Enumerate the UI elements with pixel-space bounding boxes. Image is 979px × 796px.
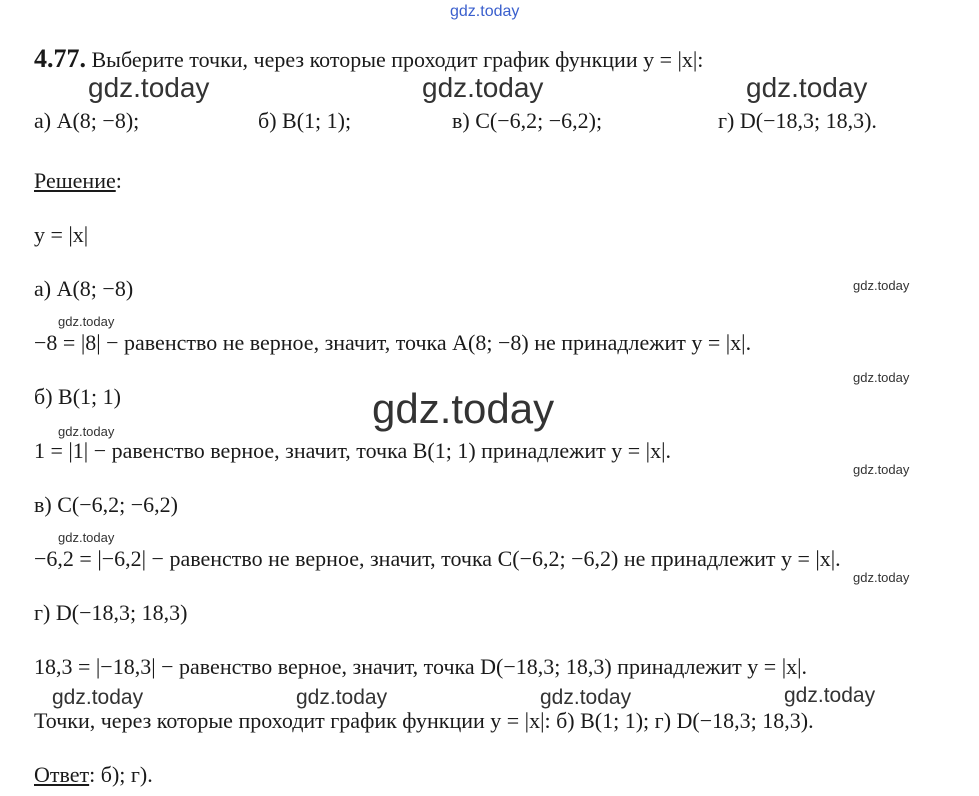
- watermark: gdz.today: [296, 686, 388, 709]
- item-b-check: 1 = |1| − равенство верное, значит, точка B(1; 1) принадлежит y = |x|.: [34, 438, 671, 463]
- item-a-label: а) A(8; −8): [34, 276, 134, 301]
- option-c: в) C(−6,2; −6,2);: [452, 108, 603, 133]
- item-c-label: в) C(−6,2; −6,2): [34, 492, 178, 517]
- function-formula: y = |x|: [34, 222, 89, 247]
- watermark: gdz.today: [88, 72, 210, 103]
- watermark: gdz.today: [540, 686, 632, 709]
- problem-number: 4.77.: [34, 44, 86, 73]
- watermark-small: gdz.today: [58, 530, 115, 545]
- watermark: gdz.today: [784, 684, 876, 707]
- option-d: г) D(−18,3; 18,3).: [718, 108, 877, 133]
- solution-heading-label: Решение: [34, 168, 116, 193]
- item-d-label: г) D(−18,3; 18,3): [34, 600, 188, 625]
- item-a-check: −8 = |8| − равенство не верное, значит, точка A(8; −8) не принадлежит y = |x|.: [34, 330, 752, 355]
- solution-heading: [34, 168, 122, 194]
- watermark: gdz.today: [746, 72, 868, 103]
- item-d-check: 18,3 = |−18,3| − равенство верное, значит, точка D(−18,3; 18,3) принадлежит y = |x|.: [34, 654, 808, 679]
- watermark-small: gdz.today: [853, 570, 910, 585]
- watermark-small: gdz.today: [853, 278, 910, 293]
- item-c-check: −6,2 = |−6,2| − равенство не верное, значит, точка C(−6,2; −6,2) не принадлежит y = |x|.: [34, 546, 841, 571]
- item-b-label: б) B(1; 1): [34, 384, 121, 409]
- answer-label: Ответ: [34, 762, 90, 787]
- option-a: а) A(8; −8);: [34, 108, 140, 133]
- problem-text: Выберите точки, через которые проходит график функции y = |x|:: [91, 47, 704, 72]
- conclusion: Точки, через которые проходит график функции y = |x|: б) B(1; 1); г) D(−18,3; 18,3).: [34, 708, 814, 733]
- watermark-small: gdz.today: [853, 462, 910, 477]
- watermark-top: gdz.today: [450, 3, 520, 20]
- watermark-large: gdz.today: [372, 385, 555, 432]
- watermark-small: gdz.today: [58, 314, 115, 329]
- answer: [34, 762, 153, 788]
- answer-value: : б); г).: [89, 762, 153, 787]
- watermark: gdz.today: [52, 686, 144, 709]
- solution-heading-colon: :: [115, 168, 122, 193]
- watermark-small: gdz.today: [853, 370, 910, 385]
- watermark: gdz.today: [422, 72, 544, 103]
- watermark-small: gdz.today: [58, 424, 115, 439]
- option-b: б) B(1; 1);: [258, 108, 352, 133]
- problem-statement: [34, 44, 703, 74]
